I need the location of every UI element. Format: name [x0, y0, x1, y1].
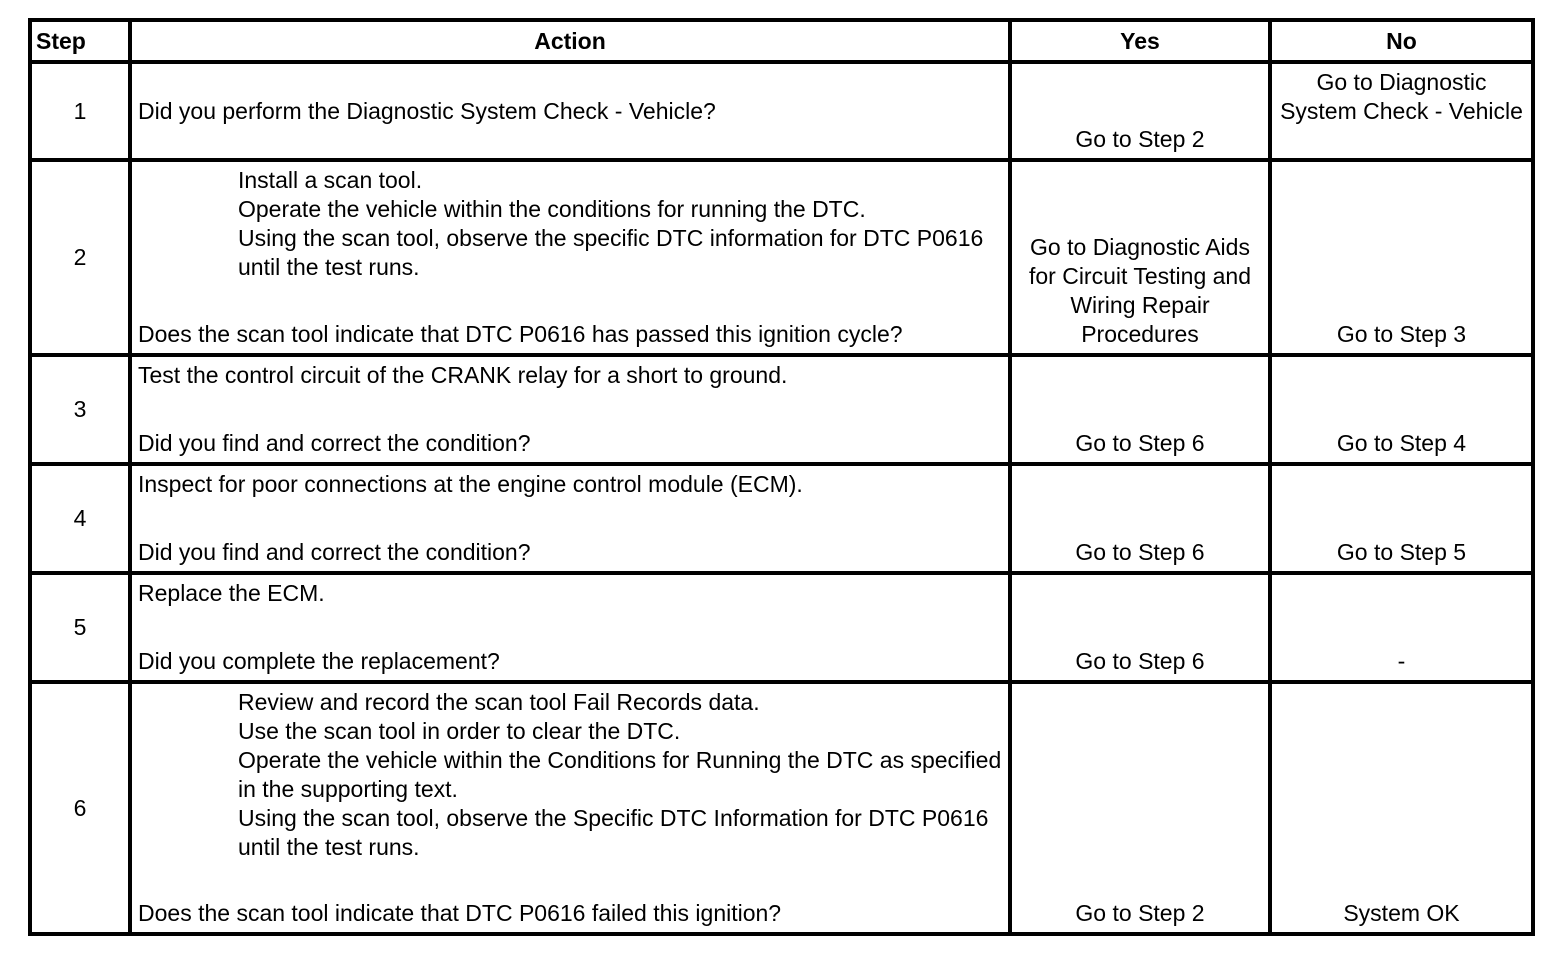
- action-question: Did you find and correct the condition?: [138, 539, 531, 565]
- action-instruction-item: Using the scan tool, observe the Specific DTC Information for DTC P0616 until the test runs.: [238, 805, 989, 860]
- step-number: 4: [30, 464, 130, 573]
- table-row: [30, 464, 1533, 573]
- header-no: No: [1270, 20, 1533, 62]
- action-question: Does the scan tool indicate that DTC P0616 failed this ignition?: [138, 900, 782, 926]
- action-instruction-list: [138, 688, 1002, 862]
- header-step: Step: [30, 20, 130, 62]
- step-number: 2: [30, 160, 130, 355]
- no-result: -: [1270, 573, 1533, 682]
- action-cell: [130, 464, 1010, 573]
- yes-result: Go to Step 6: [1010, 573, 1270, 682]
- action-instruction-item: Operate the vehicle within the conditions for running the DTC.: [238, 196, 866, 222]
- action-cell: [130, 62, 1010, 160]
- action-cell: [130, 160, 1010, 355]
- table-row: [30, 573, 1533, 682]
- table-row: [30, 355, 1533, 464]
- action-instruction-list: [138, 166, 1002, 282]
- step-number: 6: [30, 682, 130, 934]
- table-row: [30, 160, 1533, 355]
- yes-result: Go to Diagnostic Aids for Circuit Testing and Wiring Repair Procedures: [1010, 160, 1270, 355]
- header-row: [30, 20, 1533, 62]
- header-yes: Yes: [1010, 20, 1270, 62]
- action-instruction: Test the control circuit of the CRANK relay for a short to ground.: [138, 362, 788, 388]
- yes-result: Go to Step 6: [1010, 355, 1270, 464]
- action-question: Did you perform the Diagnostic System Check - Vehicle?: [138, 97, 716, 124]
- action-instruction-item: Install a scan tool.: [238, 167, 423, 193]
- diagnostic-table: [28, 18, 1535, 936]
- action-cell: [130, 355, 1010, 464]
- action-question: Does the scan tool indicate that DTC P0616 has passed this ignition cycle?: [138, 321, 903, 347]
- no-result: Go to Diagnostic System Check - Vehicle: [1270, 62, 1533, 160]
- table-row: [30, 62, 1533, 160]
- step-number: 3: [30, 355, 130, 464]
- table-row: [30, 682, 1533, 934]
- action-instruction-item: Review and record the scan tool Fail Records data.: [238, 689, 760, 715]
- no-result: Go to Step 5: [1270, 464, 1533, 573]
- action-instruction-item: Using the scan tool, observe the specific DTC information for DTC P0616 until the test runs.: [238, 225, 984, 280]
- action-instruction: Inspect for poor connections at the engine control module (ECM).: [138, 471, 803, 497]
- no-result: Go to Step 4: [1270, 355, 1533, 464]
- yes-result: Go to Step 6: [1010, 464, 1270, 573]
- no-result: System OK: [1270, 682, 1533, 934]
- header-action: Action: [130, 20, 1010, 62]
- action-instruction-item: Use the scan tool in order to clear the DTC.: [238, 718, 681, 744]
- yes-result: Go to Step 2: [1010, 682, 1270, 934]
- action-question: Did you complete the replacement?: [138, 648, 500, 674]
- action-cell: [130, 573, 1010, 682]
- step-number: 1: [30, 62, 130, 160]
- action-instruction-item: Operate the vehicle within the Conditions for Running the DTC as specified in the supporting text.: [238, 747, 1002, 802]
- action-instruction: Replace the ECM.: [138, 580, 325, 606]
- action-cell: [130, 682, 1010, 934]
- step-number: 5: [30, 573, 130, 682]
- yes-result: Go to Step 2: [1010, 62, 1270, 160]
- action-question: Did you find and correct the condition?: [138, 430, 531, 456]
- no-result: Go to Step 3: [1270, 160, 1533, 355]
